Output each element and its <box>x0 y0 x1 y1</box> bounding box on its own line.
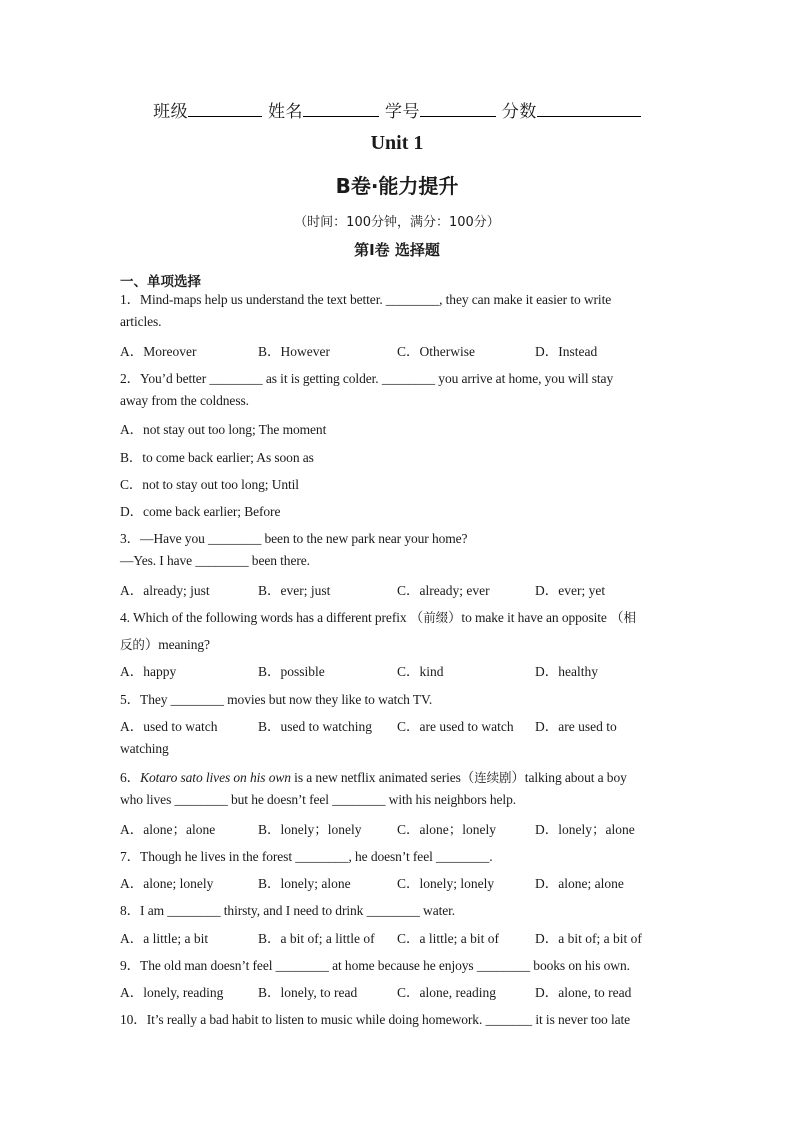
q4-cjk-prefix: 前缀 <box>423 610 449 625</box>
q7-option-d: D．alone; alone <box>535 876 624 891</box>
q4-option-d: D．healthy <box>535 664 598 679</box>
q9-option-d: D．alone, to read <box>535 985 632 1000</box>
class-blank <box>188 99 262 117</box>
student-info-header <box>0 97 794 122</box>
q5-option-d-wrap: watching <box>120 741 169 756</box>
q3-option-a: A．already; just <box>120 583 210 598</box>
q9-option-a: A．lonely, reading <box>120 985 224 1000</box>
volume-title: 第I卷 选择题 <box>354 241 440 259</box>
id-blank <box>420 99 496 117</box>
q1-option-d: D．Instead <box>535 344 598 359</box>
q5-option-b: B．used to watching <box>258 719 372 734</box>
question-1-line-1: 1．Mind-maps help us understand the text better. ________, they can make it easier to write <box>120 292 612 307</box>
question-8-line-1: 8．I am ________ thirsty, and I need to drink ________ water. <box>120 903 456 918</box>
q7-option-a: A．alone; lonely <box>120 876 214 891</box>
q5-option-c: C．are used to watch <box>397 719 514 734</box>
q7-option-c: C．lonely; lonely <box>397 876 495 891</box>
q6-text-a: is a new netflix animated series（ <box>290 770 475 785</box>
q5-option-a: A．used to watch <box>120 719 218 734</box>
question-6-line-1 <box>120 766 627 786</box>
q8-option-c: C．a little; a bit of <box>397 931 499 946</box>
q8-option-a: A．a little; a bit <box>120 931 209 946</box>
q4-text-a: 4. Which of the following words has a different prefix （ <box>120 610 424 625</box>
q2-option-d: D．come back earlier; Before <box>120 504 281 519</box>
q6-option-a: A．alone；alone <box>120 822 216 837</box>
question-4-line-2 <box>120 633 210 653</box>
question-3-line-2: —Yes. I have ________ been there. <box>120 553 310 568</box>
score-blank <box>537 99 641 117</box>
question-3-line-1: 3．—Have you ________ been to the new park near your home? <box>120 531 468 546</box>
q4-option-b: B．possible <box>258 664 325 679</box>
q2-option-c: C．not to stay out too long; Until <box>120 477 299 492</box>
q6-number: 6． <box>120 770 141 785</box>
question-6-line-2: who lives ________ but he doesn’t feel ________ with his neighbors help. <box>120 792 517 807</box>
question-4-line-1 <box>120 606 636 626</box>
q2-option-a: A．not stay out too long; The moment <box>120 422 327 437</box>
q6-option-b: B．lonely；lonely <box>258 822 362 837</box>
question-5-line-1: 5．They ________ movies but now they like to watch TV. <box>120 692 433 707</box>
q5-option-d: D．are used to <box>535 719 617 734</box>
q6-series-title: Kotaro sato lives on his own <box>140 770 291 785</box>
section-title: 一、单项选择 <box>120 274 201 290</box>
question-7-line-1: 7．Though he lives in the forest ________, he doesn’t feel ________. <box>120 849 493 864</box>
q4-text-c: ）meaning? <box>144 637 210 652</box>
class-label: 班级 <box>153 102 189 122</box>
question-2-line-2: away from the coldness. <box>120 393 249 408</box>
q4-option-c: C．kind <box>397 664 444 679</box>
q4-cjk-opposite-2: 反的 <box>120 637 145 652</box>
paper-subtitle: B卷·能力提升 <box>335 174 459 198</box>
q6-cjk-series: 连续剧 <box>474 770 512 785</box>
q3-option-b: B．ever; just <box>258 583 331 598</box>
time-info: （时间：100分钟，满分：100分） <box>294 215 500 230</box>
q1-option-a: A．Moreover <box>120 344 197 359</box>
question-2-line-1: 2．You’d better ________ as it is getting colder. ________ you arrive at home, you will stay <box>120 371 614 386</box>
q1-option-c: C．Otherwise <box>397 344 475 359</box>
name-label: 姓名 <box>268 102 304 122</box>
q9-option-c: C．alone, reading <box>397 985 496 1000</box>
q9-option-b: B．lonely, to read <box>258 985 358 1000</box>
q3-option-c: C．already; ever <box>397 583 490 598</box>
q3-option-d: D．ever; yet <box>535 583 606 598</box>
q1-option-b: B．However <box>258 344 330 359</box>
question-9-line-1: 9．The old man doesn’t feel ________ at home because he enjoys ________ books on his own. <box>120 958 630 973</box>
q8-option-d: D．a bit of; a bit of <box>535 931 642 946</box>
unit-title: Unit 1 <box>370 132 424 154</box>
q2-option-b: B．to come back earlier; As soon as <box>120 450 314 465</box>
q4-option-a: A．happy <box>120 664 177 679</box>
id-label: 学号 <box>384 102 420 122</box>
q6-option-d: D．lonely；alone <box>535 822 635 837</box>
q4-cjk-opposite-1: 相 <box>623 610 636 625</box>
q8-option-b: B．a bit of; a little of <box>258 931 375 946</box>
question-1-line-2: articles. <box>120 314 162 329</box>
score-label: 分数 <box>501 102 537 122</box>
q6-option-c: C．alone；lonely <box>397 822 496 837</box>
q6-text-b: ）talking about a boy <box>511 770 627 785</box>
q4-text-b: ）to make it have an opposite （ <box>448 610 624 625</box>
name-blank <box>303 99 379 117</box>
question-10-line-1: 10．It’s really a bad habit to listen to music while doing homework. _______ it is never too late <box>120 1012 631 1027</box>
q7-option-b: B．lonely; alone <box>258 876 351 891</box>
